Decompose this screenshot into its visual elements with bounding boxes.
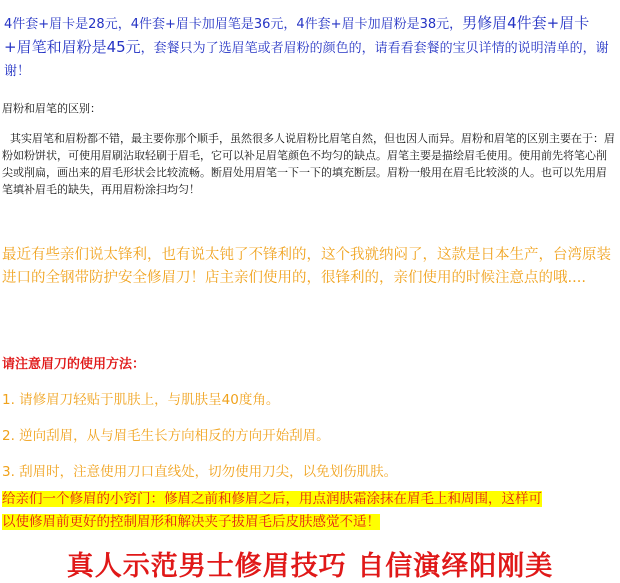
highlight-line-1: 给亲们一个修眉的小窍门：修眉之前和修眉之后，用点润肤霜涂抹在眉毛上和周围，这样可 <box>2 491 542 507</box>
promo-part-3: 眉粉是45元 <box>61 38 141 56</box>
highlight-line-2: 以使修眉前更好的控制眉形和解决夹子拔眉毛后皮肤感觉不适！ <box>2 514 380 530</box>
sharpness-note: 最近有些亲们说太锋利，也有说太钝了不锋利的，这个我就纳闷了，这款是日本生产，台湾原装进口的全钢带防护安全修眉刀！店主亲们使用的，很锋利的，亲们使用的时候注意点的哦.... <box>2 247 611 286</box>
promo-text <box>4 12 616 83</box>
difference-body: 其实眉笔和眉粉都不错，最主要你那个顺手，虽然很多人说眉粉比眉笔自然，但也因人而异。眉粉和眉笔的区别主要在于：眉粉如粉饼状，可使用眉刷沾取轻刷于眉毛，它可以补足眉笔颜色不均匀的缺点。眉笔主要是描绘眉毛使用。使用前先将笔心削尖或削扁，画出来的眉毛形状会比较流畅。断眉处用眉笔一下一下的填充断层。眉粉一般用在眉毛比较淡的人。也可以先用眉笔填补眉毛的缺失，再用眉粉涂扫均匀！ <box>2 132 615 196</box>
trimming-tip-highlight <box>2 488 614 534</box>
promo-part-4: ，套餐只为了选眉笔或者眉粉的颜色的，请看看套餐的宝贝详情的说明清单的，谢谢！ <box>4 41 609 79</box>
difference-title: 眉粉和眉笔的区别： <box>2 102 101 115</box>
tip-item-2: 2. 逆向刮眉，从与眉毛生长方向相反的方向开始刮眉。 <box>2 428 330 444</box>
video-banner-title: 真人示范男士修眉技巧 自信演绎阳刚美 <box>66 551 554 582</box>
tip-item-3: 3. 刮眉时，注意使用刀口直线处，切勿使用刀尖，以免划伤肌肤。 <box>2 464 398 480</box>
tip-item-1: 1. 请修眉刀轻贴于肌肤上，与肌肤呈40度角。 <box>2 392 280 408</box>
promo-part-2: 男修眉4件套+眉卡+眉笔和 <box>4 14 590 56</box>
tips-title: 请注意眉刀的使用方法： <box>2 357 146 372</box>
promo-part-1: 4件套+眉卡是28元，4件套+眉卡加眉笔是36元，4件套+眉卡加眉粉是38元， <box>4 17 463 32</box>
